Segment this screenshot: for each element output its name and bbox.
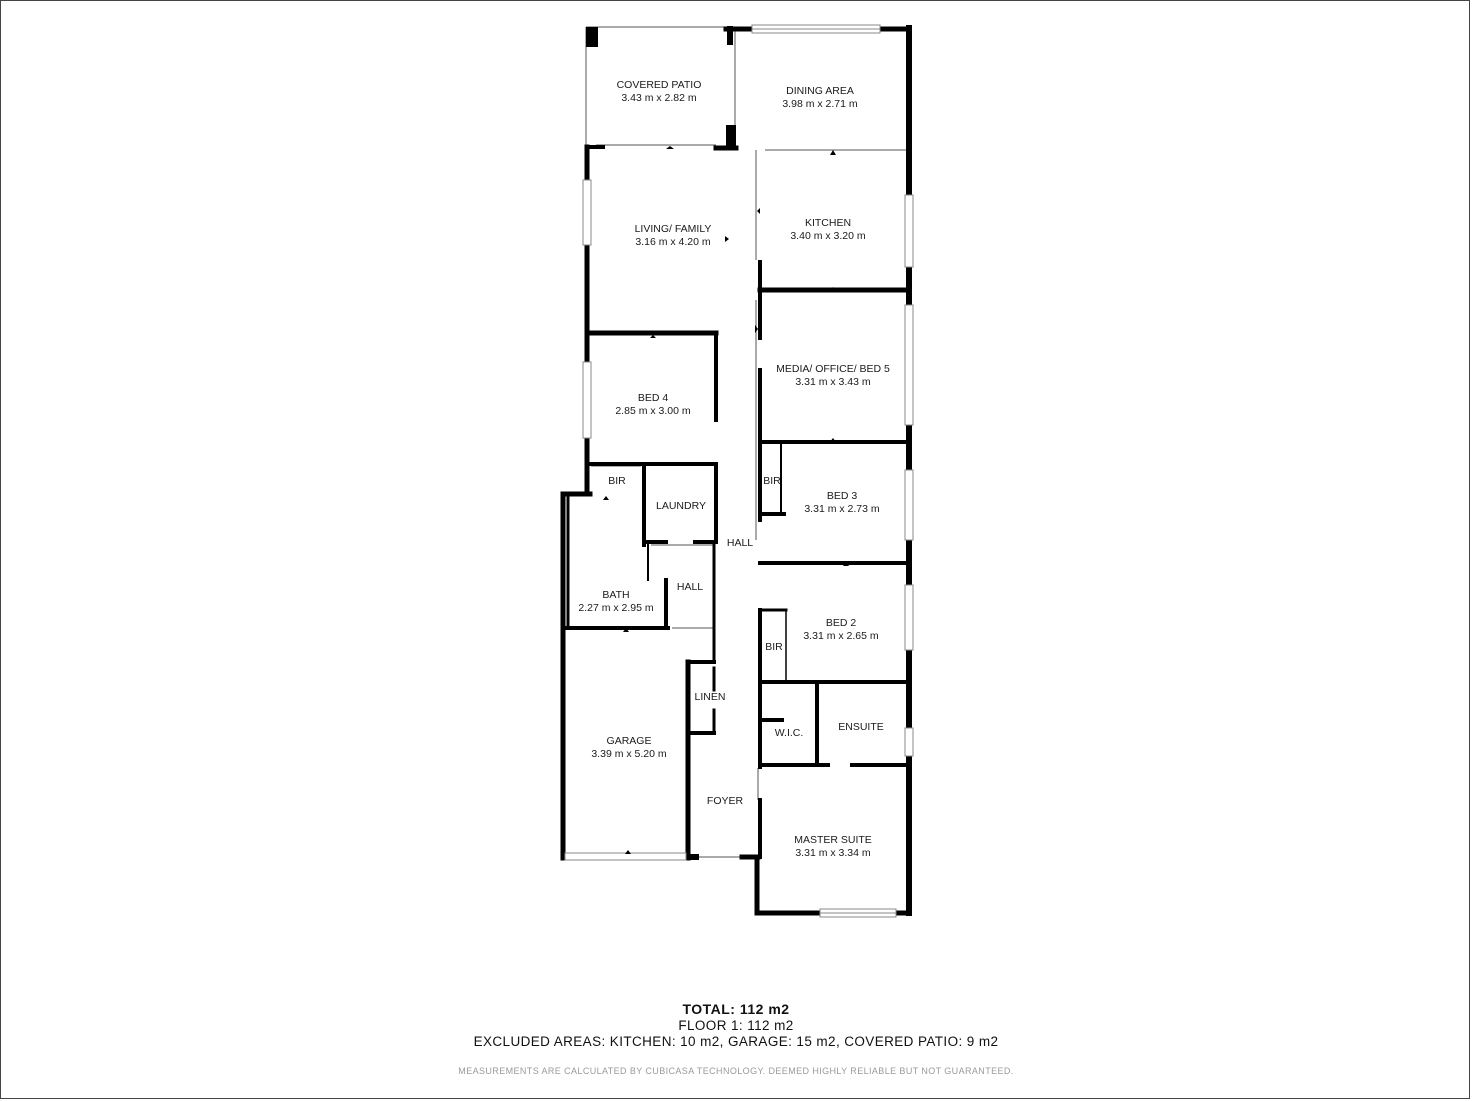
bed2-dims: 3.31 m x 2.65 m: [803, 630, 879, 642]
bir-bed2-name: BIR: [765, 641, 783, 653]
dining-area-dims: 3.98 m x 2.71 m: [782, 98, 858, 110]
floor-area: FLOOR 1: 112 m2: [678, 1018, 794, 1033]
covered-patio-dims: 3.43 m x 2.82 m: [621, 92, 697, 104]
bir-bed4-name: BIR: [608, 475, 626, 487]
kitchen-dims: 3.40 m x 3.20 m: [790, 230, 866, 242]
bath-name: BATH: [602, 589, 630, 601]
excluded-areas: EXCLUDED AREAS: KITCHEN: 10 m2, GARAGE: 15 m2, COVERED PATIO: 9 m2: [473, 1034, 999, 1049]
garage-name: GARAGE: [606, 735, 652, 747]
media-office-dims: 3.31 m x 3.43 m: [795, 376, 871, 388]
bed3-dims: 3.31 m x 2.73 m: [804, 503, 880, 515]
master-suite-name: MASTER SUITE: [794, 834, 872, 846]
ensuite-name: ENSUITE: [838, 721, 884, 733]
bed2-name: BED 2: [825, 617, 857, 629]
media-office-name: MEDIA/ OFFICE/ BED 5: [776, 363, 890, 375]
windows: [565, 25, 913, 917]
room-labels: [578, 79, 890, 859]
bed4-dims: 2.85 m x 3.00 m: [615, 405, 691, 417]
hall-main-name: HALL: [726, 537, 754, 549]
linen-name: LINEN: [694, 691, 726, 703]
bed3-name: BED 3: [826, 490, 858, 502]
garage-dims: 3.39 m x 5.20 m: [591, 748, 667, 760]
hall-small-name: HALL: [676, 581, 704, 593]
disclaimer: MEASUREMENTS ARE CALCULATED BY CUBICASA TECHNOLOGY. DEEMED HIGHLY RELIABLE BUT NOT GUARANTEED.: [458, 1066, 1014, 1076]
wic-name: W.I.C.: [774, 727, 804, 739]
bath-dims: 2.27 m x 2.95 m: [578, 602, 654, 614]
bed4-name: BED 4: [637, 392, 669, 404]
living-family-dims: 3.16 m x 4.20 m: [635, 236, 711, 248]
foyer-name: FOYER: [706, 795, 744, 807]
walls: [563, 27, 909, 913]
master-suite-dims: 3.31 m x 3.34 m: [795, 847, 871, 859]
covered-patio-name: COVERED PATIO: [616, 79, 702, 91]
laundry-name: LAUNDRY: [656, 500, 706, 512]
bir-bed3-name: BIR: [763, 475, 781, 487]
dining-area-name: DINING AREA: [786, 85, 854, 97]
total-area: TOTAL: 112 m2: [682, 1001, 790, 1017]
kitchen-name: KITCHEN: [804, 217, 852, 229]
living-family-name: LIVING/ FAMILY: [634, 223, 712, 235]
